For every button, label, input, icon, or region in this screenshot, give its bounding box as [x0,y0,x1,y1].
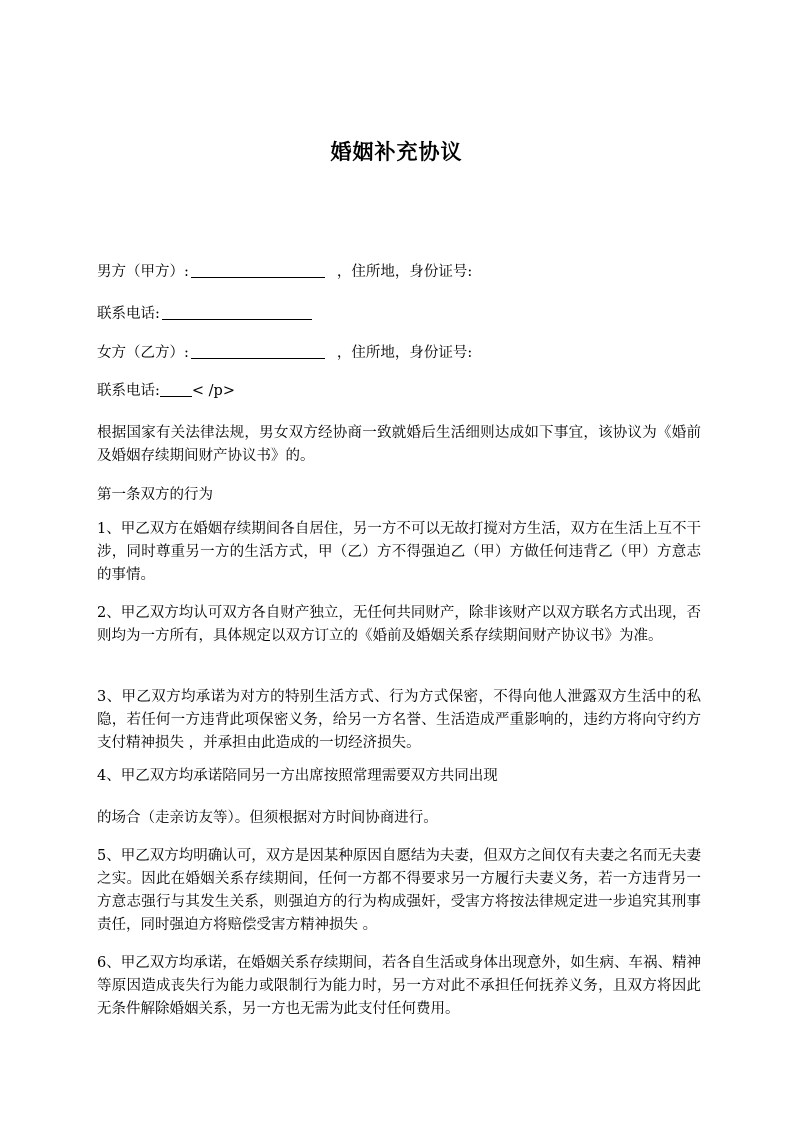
clause-1: 1、甲乙双方在婚姻存续期间各自居住，另一方不可以无故打搅对方生活，双方在生活上互不干涉，同时尊重另一方的生活方式，甲（乙）方不得强迫乙（甲）方做任何违背乙（甲）方意志的事情。 [97,521,701,583]
clause-2: 2、甲乙双方均认可双方各自财产独立，无任何共同财产，除非该财产以双方联名方式出现，否则均为一方所有，具体规定以双方订立的《婚前及婚姻关系存续期间财产协议书》为准。 [97,605,701,644]
female-phone-blank [160,381,192,397]
male-phone-label: 联系电话: [97,306,160,322]
female-party-line [97,343,472,363]
clause-3: 3、甲乙双方均承诺为对方的特别生活方式、行为方式保密，不得向他人泄露双方生活中的私隐，若任何一方违背此项保密义务，给另一方名誉、生活造成严重影响的，违约方将向守约方支付精神损失 ，并承担由此造成的一切经济损失。 [97,689,701,751]
female-phone-label: 联系电话: [97,383,160,399]
section-heading: 第一条双方的行为 [97,487,213,503]
male-phone-line [97,304,312,324]
female-phone-tail: < /p> [191,383,235,399]
clause-5: 5、甲乙双方均明确认可，双方是因某种原因自愿结为夫妻，但双方之间仅有夫妻之名而无夫妻之实。因此在婚姻关系存续期间，任何一方都不得要求另一方履行夫妻义务，若一方违背另一方意志强行与其发生关系，则强迫方的行为构成强奸，受害方将按法律规定进一步追究其刑事责任，同时强迫方将赔偿受害方精神损失 。 [97,848,701,933]
female-party-label: 女方（乙方）: [97,345,189,361]
clause-4-continued: 的场合（走亲访友等）。但须根据对方时间协商进行。 [97,810,438,826]
female-name-blank [191,343,325,359]
male-name-blank [191,262,325,278]
male-party-label: 男方（甲方）: [97,264,189,280]
intro-paragraph: 根据国家有关法律法规，男女双方经协商一致就婚后生活细则达成如下事宜，该协议为《婚前及婚姻存续期间财产协议书》的。 [97,425,701,464]
document-title: 婚姻补充协议 [330,139,463,164]
male-phone-blank [162,304,312,320]
male-party-line [97,262,472,282]
male-party-suffix: ，住所地，身份证号: [336,264,473,280]
female-phone-line [97,381,235,401]
clause-4: 4、甲乙双方均承诺陪同另一方出席按照常理需要双方共同出现 [97,768,498,784]
female-party-suffix: ，住所地，身份证号: [336,345,473,361]
clause-6: 6、甲乙双方均承诺，在婚姻关系存续期间，若各自生活或身体出现意外，如生病、车祸、精神等原因造成丧失行为能力或限制行为能力时，另一方对此不承担任何抚养义务，且双方将因此无条件解除婚姻关系，另一方也无需为此支付任何费用。 [97,955,701,1017]
